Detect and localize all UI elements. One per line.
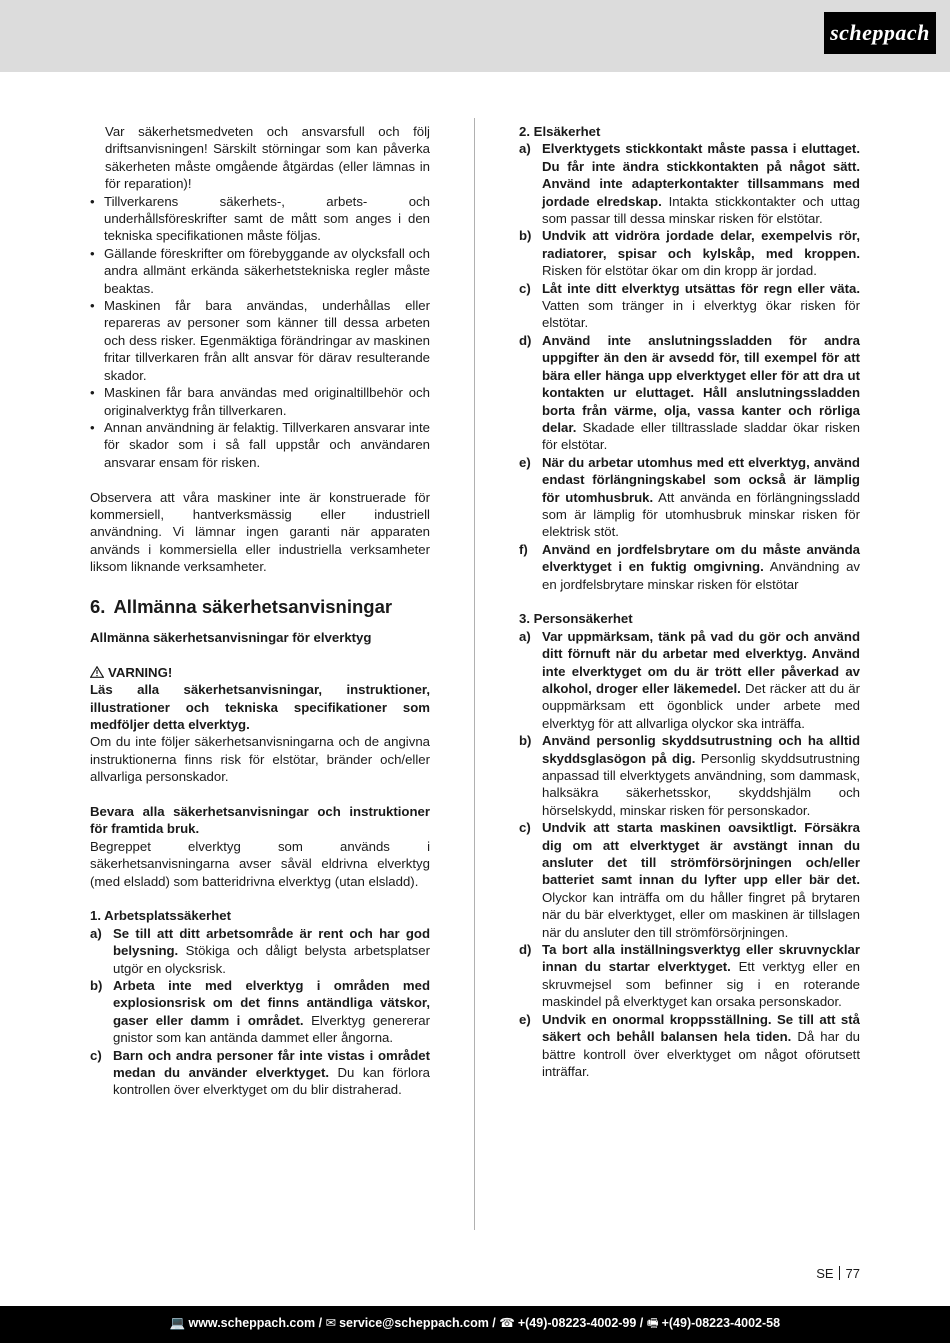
right-column: [519, 123, 860, 1080]
personal-safety-heading: 3. Personsäkerhet: [519, 611, 633, 627]
section-heading: [90, 595, 430, 619]
electrical-safety-heading: 2. Elsäkerhet: [519, 124, 601, 139]
warning-label: VARNING!: [108, 664, 173, 680]
list-item: a) Var uppmärksam, tänk på vad du gör och använd ditt förnuft när du arbetar med elverktyg. Använd inte elverktyget om du är trött eller påverkad av alkohol, droger eller läkemedel. Det räcker att du är ouppmärksam ett ögonblick under arbete med elverktyg för att allvarliga olyckor ska inträffa.: [519, 628, 861, 731]
footer-website[interactable]: www.scheppach.com /: [188, 1316, 323, 1330]
section-title: Allmänna säkerhetsanvisningar: [113, 595, 393, 617]
subtitle: Allmänna säkerhetsanvisningar för elverktyg: [90, 629, 372, 645]
list-item: c) Undvik att starta maskinen oavsiktligt. Försäkra dig om att elverktyget är avstängt innan du ansluter det till strömförsörjningen och/eller batteriet samt innan du lyfter upp eller bär det. Olyckor kan inträffa om du håller fingret på brytaren när du bär elverktyget, eller om maskinen är tillslagen när du ansluter den till strömförsörjningen.: [519, 820, 860, 940]
bullet-item: • Annan användning är felaktig. Tillverkaren ansvarar inte för skador som i så fall uppstår och användaren ansvarar ensam för risken.: [90, 419, 430, 471]
list-item: b) Undvik att vidröra jordade delar, exempelvis rör, radiatorer, spisar och kylskåp, med kroppen. Risken för elstötar ökar om din kropp är jordad.: [519, 228, 860, 279]
mail-icon: ✉: [325, 1316, 337, 1330]
bullet-item: • Maskinen får bara användas med originaltillbehör och originalverktyg från tillverkaren.: [90, 384, 430, 419]
left-column: [90, 123, 430, 1099]
list-item: d) Använd inte anslutningssladden för andra uppgifter än den är avsedd för, till exempel för att bära eller hänga upp elverktyget eller för att dra ut kontakten ur eluttaget. Håll anslutningssladden borta från värme, olja, vassa kanter och rörliga delar. Skadade eller tilltrasslade sladdar ökar risken för elstötar.: [519, 332, 860, 453]
bullet-item: • Tillverkarens säkerhets-, arbets- och underhållsföreskrifter samt de mått som anges i den tekniska specifikationen måste följas.: [90, 193, 430, 245]
list-item: f) Använd en jordfelsbrytare om du måste använda elverktyget i en fuktig omgivning. Användning av en jordfelsbrytare minskar risken för elstötar: [519, 541, 860, 592]
list-item: c) Barn och andra personer får inte vistas i området medan du använder elverktyget. Du kan förlora kontrollen över elverktyget om du blir distraherad.: [90, 1047, 430, 1098]
footer-phone: +(49)-08223-4002-99 /: [517, 1316, 644, 1330]
list-item: e) När du arbetar utomhus med ett elverktyg, använd endast förlängningskabel som också är lämplig för utomhusbruk. Att använda en förlängningssladd som är lämplig för utomhusbruk minskar risken för elektrisk stöt.: [519, 454, 860, 540]
keep-instructions-bold: Bevara alla säkerhetsanvisningar och instruktioner för framtida bruk.: [90, 803, 430, 837]
warning-triangle-icon: [90, 666, 104, 678]
list-item: d) Ta bort alla inställningsverktyg eller skruvnycklar innan du startar elverktyget. Ett verktyg eller en skruvmejsel som befinner sig i en roterande maskindel på elverktyget kan orsaka personskador.: [519, 942, 861, 1010]
section-number: 6.: [90, 595, 106, 617]
commercial-note: Observera att våra maskiner inte är konstruerade för kommersiell, hantverksmässig eller industriell användning. Vi lämnar ingen garanti när apparaten används i kommersiella eller industriella verksamheter liksom liknande verksamheter.: [90, 489, 430, 575]
list-item: e) Undvik en onormal kroppsställning. Se till att stå säkert och behåll balansen hela tiden. Då har du bättre kontroll över elverktyget om något oförutsett inträffar.: [519, 1011, 860, 1079]
list-item: a) Elverktygets stickkontakt måste passa i eluttaget. Du får inte ändra stickkontakten på något sätt. Använd inte adapterkontakter tillsammans med jordade elredskap. Intakta stickkontakter och uttag som passar till dessa minskar risken för elstötar.: [519, 141, 860, 227]
column-divider: [474, 118, 475, 1230]
brand-logo[interactable]: scheppach: [824, 12, 936, 54]
page-number: [816, 1266, 860, 1281]
warning-bold: Läs alla säkerhetsanvisningar, instruktioner, illustrationer och tekniska specifikationer som medföljer detta elverktyg.: [90, 682, 430, 732]
fax-icon: 🖷: [646, 1316, 659, 1330]
list-item: a) Se till att ditt arbetsområde är rent och har god belysning. Stökiga och dåligt belysta arbetsplatser utgör en olycksrisk.: [90, 925, 430, 976]
footer-fax: +(49)-08223-4002-58: [661, 1316, 781, 1330]
bullet-item: • Gällande föreskrifter om förebyggande av olycksfall och andra allmänt erkända säkerhetstekniska regler måste beaktas.: [90, 245, 430, 297]
footer-bar: [0, 1306, 950, 1343]
footer-email[interactable]: service@scheppach.com /: [339, 1316, 496, 1330]
phone-icon: ☎: [499, 1316, 515, 1330]
list-item: b) Arbeta inte med elverktyg i områden med explosionsrisk om det finns antändliga vätskor, gaser eller damm i området. Elverktyg genererar gnistor som kan antända dammet eller ångorna.: [90, 978, 430, 1046]
warning-text: Om du inte följer säkerhetsanvisningarna och de angivna instruktionerna finns risk för elstötar, bränder och/eller allvarliga personskador.: [90, 734, 430, 785]
page-language: SE: [816, 1266, 834, 1281]
warning-heading: [90, 664, 430, 681]
page-number-value: 77: [845, 1266, 860, 1281]
intro-paragraph: Var säkerhetsmedveten och ansvarsfull och följ driftsanvisningen! Särskilt störningar som kan påverka säkerheten måste omgående åtgärdas (eller lämnas in för reparation)!: [105, 124, 430, 192]
list-item: b) Använd personlig skyddsutrustning och ha alltid skyddsglasögon på dig. Personlig skyddsutrustning anpassad till elverktygets användning, som dammask, halksäkra säkerhetsskor, skyddshjälm och hörselskydd, minskar risken för personskador.: [519, 733, 861, 818]
computer-icon: 💻: [169, 1316, 186, 1330]
list-item: c) Låt inte ditt elverktyg utsättas för regn eller väta. Vatten som tränger in i elverktyg ökar risken för elstötar.: [519, 280, 860, 331]
work-safety-heading: 1. Arbetsplatssäkerhet: [90, 908, 231, 924]
keep-instructions-text: Begreppet elverktyg som används i säkerhetsanvisningarna avser såväl eldrivna elverktyg (med elsladd) som batteridrivna elverktyg (utan elsladd).: [90, 838, 430, 889]
bullet-item: • Maskinen får bara användas, underhållas eller repareras av personer som känner till dessa arbeten och dess risker. Egenmäktiga förändringar av maskinen fritar tillverkaren från allt ansvar för därav resulterande skador.: [90, 297, 430, 384]
header-bar: [0, 0, 950, 72]
